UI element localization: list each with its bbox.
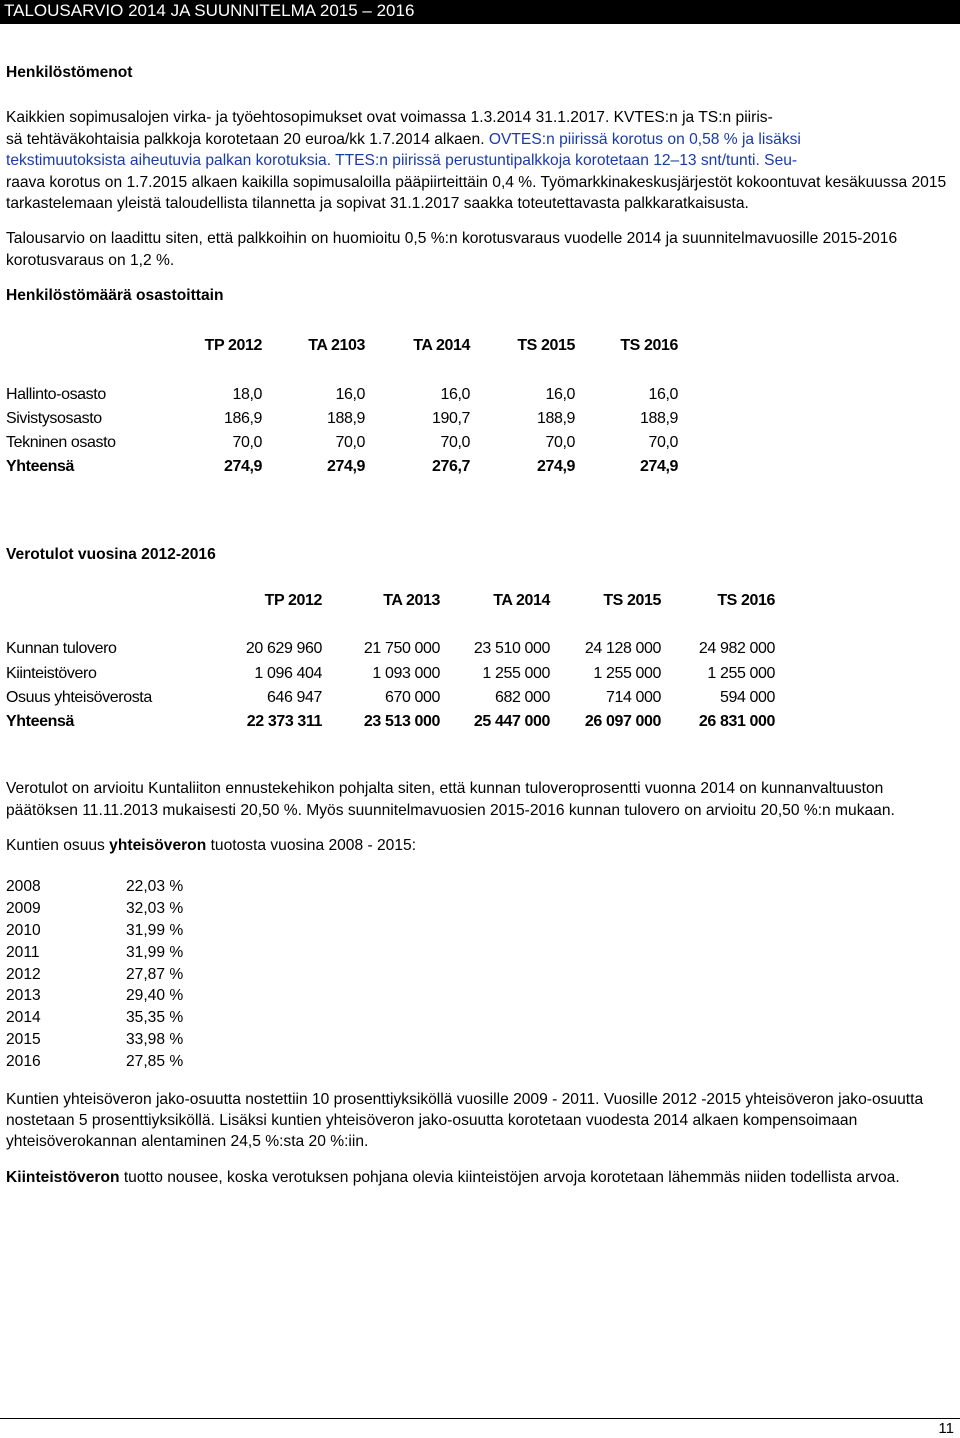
year: 2009 [6,900,41,918]
table-row [6,686,775,710]
table-row [6,876,216,898]
cell: 1 255 000 [707,664,775,682]
cell: 24 982 000 [698,640,775,658]
paragraph-share-intro [6,835,954,856]
year: 2016 [6,1052,41,1070]
value: 32,03 % [126,900,184,918]
year: 2014 [6,1009,41,1027]
column-header: TA 2014 [493,592,550,610]
paragraph-agreements [6,107,954,214]
year: 2008 [6,878,41,896]
cell: 188,9 [326,410,365,428]
row-label: Hallinto-osasto [6,385,106,403]
column-header: TA 2013 [383,592,440,610]
text-agreements-6: Seu- [759,152,798,170]
property-rest: tuotto nousee, koska verotuksen pohjana olevia kiinteistöjen arvoja korotetaan lähemmäs niiden todellista arvoa. [119,1168,900,1186]
table-row [6,920,216,942]
cell: 1 093 000 [372,664,440,682]
cell: 714 000 [605,688,661,706]
page-number: 11 [938,1420,954,1437]
table-row [6,1051,216,1073]
cell: 22 373 311 [246,713,322,731]
column-header: TP 2012 [204,336,262,354]
value: 22,03 % [126,878,184,896]
table-row [6,637,775,661]
column-header: TA 2014 [413,336,470,354]
text-agreements-2: sä tehtäväkohtaisia palkkoja korotetaan 20 euroa/kk 1.7.2014 alkaen. [6,130,485,148]
table-row [6,942,216,964]
value: 31,99 % [126,943,184,961]
cell: 70,0 [648,434,678,452]
text-agreements-3: OVTES:n piirissä korotus on 0,58 % ja lisäksi [484,130,801,148]
row-label: Tekninen osasto [6,434,116,452]
table-total-row [6,455,678,479]
table-row [6,964,216,986]
cell: 18,0 [232,385,262,403]
row-label: Sivistysosasto [6,410,102,428]
header-rule [0,22,960,24]
year: 2010 [6,922,41,940]
cell: 16,0 [648,385,678,403]
cell: 21 750 000 [363,640,440,658]
cell: 23 513 000 [363,713,440,731]
cell: 188,9 [639,410,678,428]
cell: 594 000 [719,688,775,706]
staff-table-header [6,333,678,359]
share-table [6,876,216,1072]
cell: 682 000 [494,688,550,706]
row-label: Yhteensä [6,458,74,476]
table-row [6,431,678,455]
cell: 190,7 [431,410,470,428]
table-row [6,407,678,431]
year: 2013 [6,987,41,1005]
value: 29,40 % [126,987,184,1005]
cell: 70,0 [335,434,365,452]
heading-staff-table: Henkilöstömäärä osastoittain [6,287,224,305]
table-row [6,662,775,686]
value: 27,85 % [126,1052,184,1070]
table-row [6,898,216,920]
staff-table [6,333,678,480]
table-row [6,985,216,1007]
row-label: Yhteensä [6,713,74,731]
document-header [0,0,960,22]
page-content [6,62,954,1188]
cell: 25 447 000 [473,713,550,731]
cell: 70,0 [440,434,470,452]
tax-table [6,589,775,734]
property-bold: Kiinteistöveron [6,1168,120,1186]
column-header: TS 2016 [717,592,775,610]
cell: 274,9 [639,458,678,476]
column-header: TP 2012 [264,592,322,610]
cell: 70,0 [232,434,262,452]
value: 27,87 % [126,965,184,983]
cell: 16,0 [335,385,365,403]
table-row [6,1029,216,1051]
table-row [6,1007,216,1029]
cell: 20 629 960 [245,640,322,658]
row-label: Osuus yhteisöverosta [6,688,152,706]
cell: 26 097 000 [584,713,661,731]
cell: 24 128 000 [584,640,661,658]
cell: 274,9 [326,458,365,476]
text-agreements-4: tekstimuutoksista aiheutuvia palkan korotuksia. [6,152,332,170]
cell: 276,7 [431,458,470,476]
share-intro-a: Kuntien osuus [6,837,110,855]
year: 2011 [6,943,40,961]
text-agreements-1: Kaikkien sopimusalojen virka- ja työehtosopimukset ovat voimassa 1.3.2014 31.1.2017. KVTES:n ja TS:n piiris- [6,109,773,127]
column-header: TS 2015 [603,592,661,610]
cell: 1 255 000 [593,664,661,682]
column-header: TA 2103 [308,336,365,354]
cell: 23 510 000 [473,640,550,658]
year: 2015 [6,1031,41,1049]
value: 31,99 % [126,922,184,940]
text-agreements-7: raava korotus on 1.7.2015 alkaen kaikilla sopimusaloilla pääpiirteittäin 0,4 %. [6,173,537,191]
table-row [6,383,678,407]
share-intro-b: yhteisöveron [109,837,207,855]
cell: 274,9 [536,458,575,476]
header-title: TALOUSARVIO 2014 JA SUUNNITELMA 2015 – 2016 [4,1,415,20]
tax-table-header [6,589,775,613]
row-label: Kunnan tulovero [6,640,117,658]
row-label: Kiinteistövero [6,664,97,682]
cell: 16,0 [440,385,470,403]
cell: 188,9 [536,410,575,428]
heading-staff-costs: Henkilöstömenot [6,64,133,81]
value: 35,35 % [126,1009,184,1027]
paragraph-property-tax [6,1167,954,1188]
share-intro-c: tuotosta vuosina 2008 - 2015: [206,837,417,855]
paragraph-share-note: Kuntien yhteisöveron jako-osuutta nostettiin 10 prosenttiyksiköllä vuosille 2009 - 2011. Vuosille 2012 -2015 yhteisöveron jako-osuutta nostetaan 5 prosenttiyksiköllä. Lisäksi kuntien yhteisöveron jako-osuutta korotetaan vuodesta 2014 alkaen kompensoimaan yhteisöverokannan alentaminen 24,5 %:sta 20 %:iin. [6,1090,924,1151]
footer-rule [0,1418,960,1419]
cell: 26 831 000 [698,713,775,731]
heading-tax-table: Verotulot vuosina 2012-2016 [6,545,216,563]
paragraph-salary-reserve: Talousarvio on laadittu siten, että palkkoihin on huomioitu 0,5 %:n korotusvaraus vuodelle 2014 ja suunnitelmavuosille 2015-2016 korotusvaraus on 1,2 %. [6,230,898,269]
cell: 16,0 [545,385,575,403]
year: 2012 [6,965,41,983]
cell: 670 000 [384,688,440,706]
cell: 646 947 [266,688,322,706]
paragraph-tax-note: Verotulot on arvioitu Kuntaliiton ennustekehikon pohjalta siten, että kunnan tuloveroprosentti vuonna 2014 on kunnanvaltuuston päätöksen 11.11.2013 mukaisesti 20,50 %. Myös suunnitelmavuosien 2015-2016 kunnan tulovero on arvioitu 20,50 %:n mukaan. [6,780,895,819]
column-header: TS 2015 [517,336,575,354]
cell: 1 255 000 [482,664,550,682]
cell: 70,0 [545,434,575,452]
table-total-row [6,710,775,734]
text-agreements-5: TTES:n piirissä perustuntipalkkoja korotetaan 12–13 snt/tunti. [331,152,760,170]
cell: 274,9 [223,458,262,476]
cell: 186,9 [223,410,262,428]
text-agreements-8: Työmarkkinakeskusjärjestöt kokoontuvat kesäkuussa 2015 tarkastelemaan yleistä taloudellista tilannetta ja sopivat 31.1.2017 saakka toteutettavasta palkkaratkaisusta. [6,173,947,213]
value: 33,98 % [126,1031,184,1049]
cell: 1 096 404 [254,664,322,682]
column-header: TS 2016 [620,336,678,354]
